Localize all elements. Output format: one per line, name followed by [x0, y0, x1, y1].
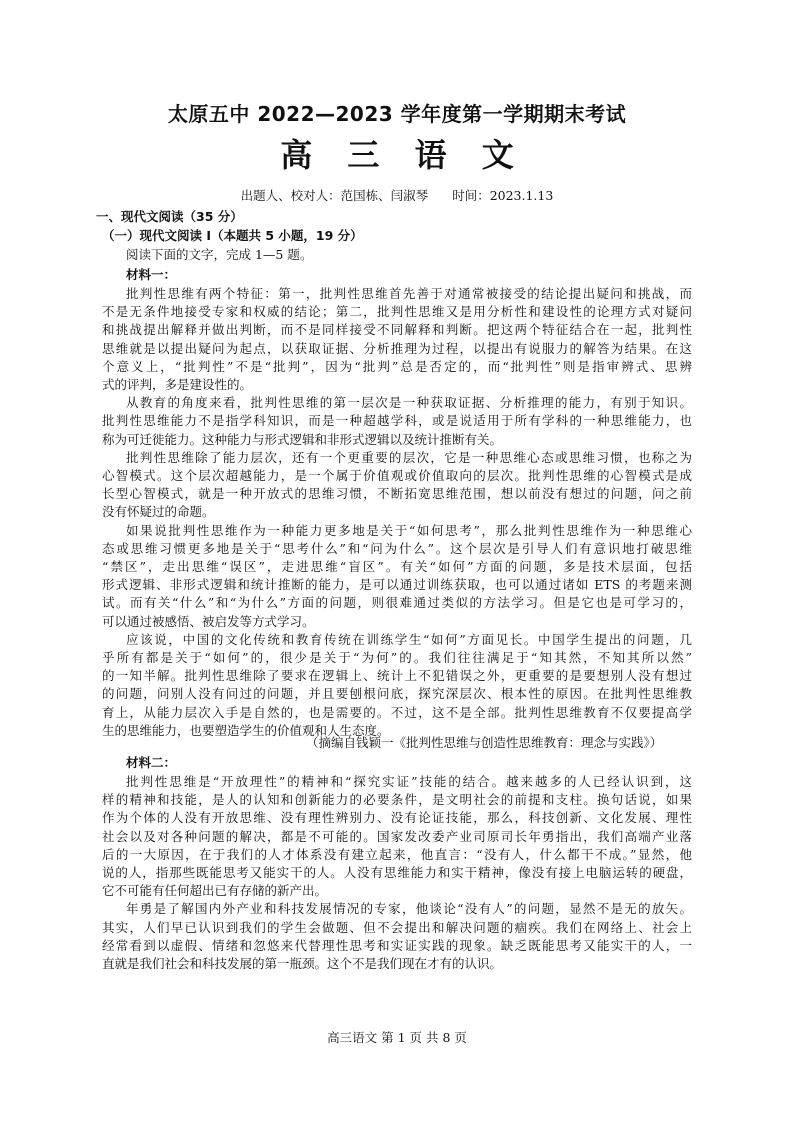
paragraph-line: 形式逻辑、非形式逻辑和统计推断的能力，是可以通过训练获取，也可以通过诸如 ETS 的考题来测: [102, 577, 692, 593]
paragraph-line: 批判性思维能力不是指学科知识，而是一种超越学科，或是说适用于所有学科的一种思维能力，也: [102, 413, 692, 429]
instruction-text: 阅读下面的文字，完成 1—5 题。: [126, 247, 313, 262]
paragraph-line: 称为可迁徙能力。这种能力与形式逻辑和非形式逻辑以及统计推断有关。: [102, 431, 503, 447]
paragraph-line: 说的人，指那些既能思考又能实干的人。人没有思维能力和实干精神，像没有接上电脑运转的硬盘，: [102, 865, 692, 880]
paragraph-line: 思维就是以提出疑问为起点，以获取证据、分析推理为过程，以提出有说服力的解答为结果。在这: [102, 340, 692, 356]
paragraph-line: 式的评判，多是建设性的。: [102, 377, 253, 392]
paragraph-line: 态或思维习惯更多地是关于“思考什么”和“问为什么”。这个层次是引导人们有意识地打破思维: [102, 540, 692, 556]
paragraph-line: 乎所有都是关于“如何”的，很少是关于“为何”的。我们往往满足于“知其然，不知其所以然”: [102, 650, 692, 665]
paragraph-line: 直就是我们社会和科技发展的第一瓶颈。这个不是我们现在才有的认识。: [102, 956, 503, 971]
paragraph-line: 批判性思维是“开放理性”的精神和“探究实证”技能的结合。越来越多的人已经认识到，这: [126, 774, 692, 789]
paragraph-line: 生的思维能力，也要塑造学生的价值观和人生态度。: [102, 722, 390, 738]
page-footer: 高三语文 第 1 页 共 8 页: [327, 1030, 467, 1045]
paragraph-line: 的一知半解。批判性思维除了要求在逻辑上、统计上不犯错误之外，更重要的是要想别人没有想过: [102, 668, 692, 684]
paragraph-line: 和挑战提出解释并做出判断，而不是同样接受不同解释和判断。把这两个特征结合在一起，批判性: [102, 322, 692, 338]
exam-time: 时间：2023.1.13: [452, 188, 554, 203]
section-heading: 一、现代文阅读（35 分）: [96, 209, 243, 224]
paragraph-line: 心智模式。这个层次超越能力，是一个属于价值观或价值取向的层次。批判性思维的心智模式是成: [102, 468, 692, 483]
paragraph-line: 社会以及对各种问题的解决，都是不可能的。国家发改委产业司原司长年勇指出，我们高端产业落: [102, 828, 692, 844]
paragraph-line: 批判性思维除了能力层次，还有一个更重要的层次，它是一种思维心态或思维习惯，也称之为: [126, 449, 692, 465]
paragraph-line: 它不可能有任何超出已有存储的新产出。: [102, 883, 328, 899]
material1-source: （摘编自钱颖一《批判性思维与创造性思维教育：理念与实践》）: [306, 735, 663, 750]
paragraph-line: 长型心智模式，就是一种开放式的思维习惯，不断拓宽思维范围，想以前没有想过的问题，问之前: [102, 486, 692, 502]
setters-text: 出题人、校对人：范国栋、闫淑琴: [240, 188, 429, 203]
paragraph-line: 应该说，中国的文化传统和教育传统在训练学生“如何”方面见长。中国学生提出的问题，几: [126, 631, 692, 647]
paragraph-line: 育上，从能力层次入手是自然的，也是需要的。不过，这不是全部。批判性思维教育不仅要提高学: [102, 704, 692, 720]
sub-section-heading: （一）现代文阅读 I（本题共 5 小题，19 分）: [102, 228, 363, 243]
paragraph-line: 批判性思维有两个特征：第一，批判性思维首先善于对通常被接受的结论提出疑问和挑战，而: [126, 286, 692, 301]
paragraph-line: 没有怀疑过的命题。: [102, 504, 215, 520]
paragraph-line: 经常看到以虚假、情绪和忽悠来代替理性思考和实证实践的现象。缺乏既能思考又能实干的人，一: [102, 937, 692, 953]
exam-meta: [0, 186, 794, 204]
paragraph-line: 个意义上，“批判性”不是“批判”，因为“批判”总是否定的，而“批判性”则是指审辨式、思辨: [102, 358, 692, 374]
paragraph-line: 作为个体的人没有开放思维、没有理性辨别力、没有论证技能，那么，科技创新、文化发展、理性: [102, 810, 692, 826]
paragraph-line: 年勇是了解国内外产业和科技发展情况的专家，他谈论“没有人”的问题，显然不是无的放矢。: [126, 901, 692, 917]
paragraph-line: 从教育的角度来看，批判性思维的第一层次是一种获取证据、分析推理的能力，有别于知识。: [126, 395, 692, 411]
paragraph-line: 样的精神和技能，是人的认知和创新能力的必要条件，是文明社会的前提和支柱。换句话说，如果: [102, 792, 692, 808]
material1-label: 材料一：: [126, 267, 177, 282]
paragraph-line: 试。而有关“什么”和“为什么”方面的问题，则很难通过类似的方法学习。但是它也是可学习的，: [102, 595, 692, 611]
subject-title: 高 三 语 文: [280, 136, 514, 174]
paragraph-line: 的问题，问别人没有问过的问题，并且要刨根问底，探究深层次、根本性的原因。在批判性思维教: [102, 686, 692, 702]
paragraph-line: 其实，人们早已认识到我们的学生会做题、但不会提出和解决问题的痼疾。我们在网络上、社会上: [102, 919, 692, 935]
paragraph-line: “禁区”，走出思维“误区”，走进思维“盲区”。有关“如何”方面的问题，多是技术层面，包括: [102, 559, 692, 574]
paragraph-line: 不是无条件地接受专家和权威的结论；第二，批判性思维又是用分析性和建设性的论理方式对疑问: [102, 304, 692, 320]
paragraph-line: 后的一大原因，在于我们的人才体系没有建立起来，他直言：“没有人，什么都干不成。”显然，他: [102, 846, 692, 862]
material2-label: 材料二：: [126, 755, 177, 770]
exam-title: 太原五中 2022—2023 学年度第一学期期末考试: [167, 102, 627, 126]
paragraph-line: 如果说批判性思维作为一种能力更多地是关于“如何思考”，那么批判性思维作为一种思维心: [126, 522, 692, 538]
paragraph-line: 可以通过被感悟、被启发等方式学习。: [102, 613, 315, 629]
